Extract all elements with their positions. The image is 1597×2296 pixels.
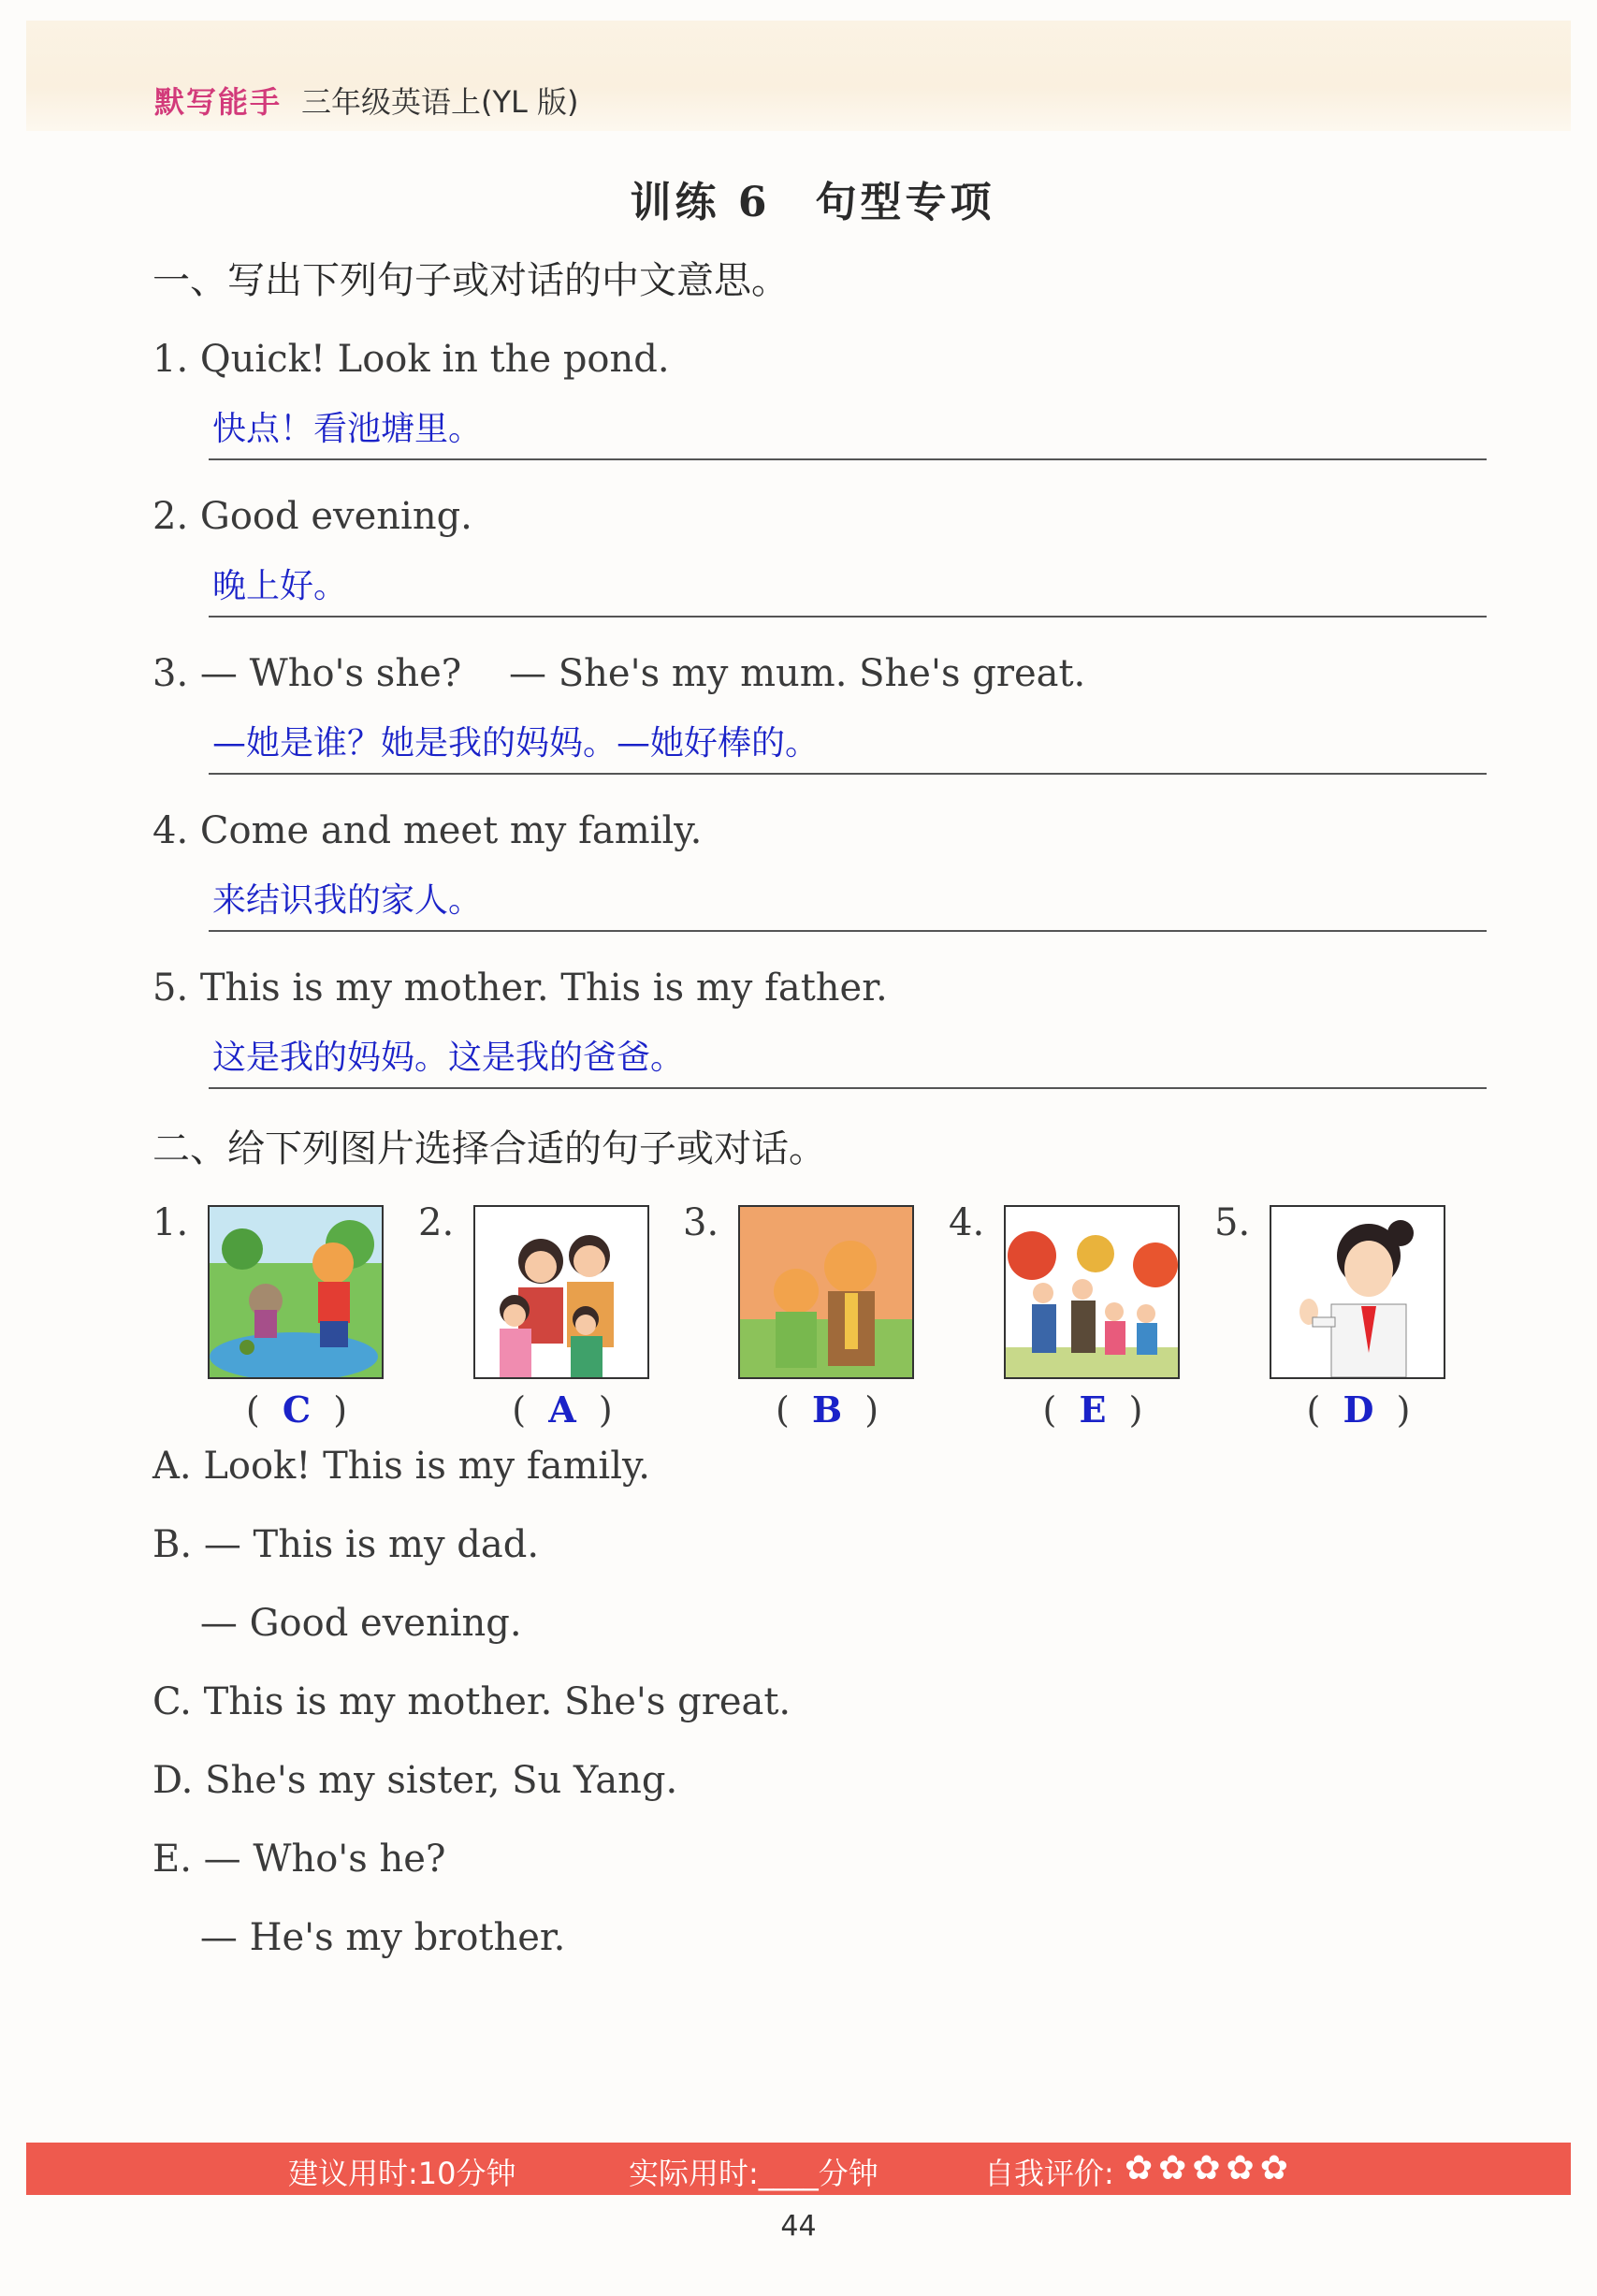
list-item	[152, 649, 1490, 763]
section1-heading: 一、写出下列句子或对话的中文意思。	[152, 259, 789, 302]
answer-text: B	[811, 1388, 843, 1431]
answer-text: C	[282, 1388, 312, 1431]
list-item	[152, 964, 1490, 1077]
question-text: 1. Quick! Look in the pond.	[152, 338, 670, 381]
answer-paren: ( B )	[775, 1388, 879, 1431]
answer-paren: ( A )	[512, 1388, 613, 1431]
answer-paren: ( E )	[1042, 1388, 1143, 1431]
suggested-time: 建议用时:10分钟	[288, 2156, 516, 2191]
answer-paren: ( D )	[1306, 1388, 1411, 1431]
family-picture	[473, 1205, 649, 1379]
option-b: B. — This is my dad.	[152, 1523, 540, 1566]
option-e: E. — Who's he?	[152, 1838, 446, 1881]
girl-picture	[1270, 1205, 1445, 1379]
answer-text: A	[548, 1388, 576, 1431]
answer-line	[209, 773, 1487, 775]
question-text: 2. Good evening.	[152, 495, 472, 538]
list-item	[152, 492, 1490, 605]
answer-text: 这是我的妈妈。这是我的爸爸。	[212, 1039, 685, 1077]
self-rating-label: 自我评价:	[984, 2156, 1114, 2191]
picture-number: 3.	[683, 1201, 719, 1244]
option-e-reply: — He's my brother.	[152, 1916, 566, 1959]
answer-text: 快点！看池塘里。	[212, 410, 483, 448]
option-a: A. Look! This is my family.	[152, 1445, 650, 1488]
picture-number: 1.	[152, 1201, 189, 1244]
pond-picture	[208, 1205, 384, 1379]
option-d: D. She's my sister, Su Yang.	[152, 1759, 678, 1802]
answer-paren: ( C )	[245, 1388, 348, 1431]
cats-picture	[738, 1205, 914, 1379]
page-number: 44	[780, 2210, 817, 2243]
picture-number: 4.	[949, 1201, 985, 1244]
flower-star-icon[interactable]: ✿	[1125, 2149, 1154, 2187]
actual-time: 实际用时:____分钟	[629, 2156, 878, 2191]
answer-line	[209, 930, 1487, 932]
list-item	[152, 807, 1490, 920]
book-brand: 默写能手	[154, 84, 283, 120]
flower-star-icon[interactable]: ✿	[1226, 2149, 1255, 2187]
flower-star-icon[interactable]: ✿	[1192, 2149, 1221, 2187]
answer-text: 晚上好。	[212, 567, 348, 605]
answer-text: D	[1343, 1388, 1374, 1431]
park-family-picture	[1004, 1205, 1180, 1379]
answer-line	[209, 1087, 1487, 1089]
answer-text: —她是谁？她是我的妈妈。—她好棒的。	[212, 724, 820, 763]
flower-star-icon[interactable]: ✿	[1158, 2149, 1187, 2187]
answer-text: 来结识我的家人。	[212, 881, 483, 920]
section2-heading: 二、给下列图片选择合适的句子或对话。	[152, 1127, 826, 1170]
book-title: 三年级英语上(YL 版)	[301, 84, 579, 120]
option-c: C. This is my mother. She's great.	[152, 1680, 791, 1723]
option-b-reply: — Good evening.	[152, 1602, 522, 1645]
flower-star-icon[interactable]: ✿	[1259, 2149, 1288, 2187]
answer-text: E	[1079, 1388, 1107, 1431]
answer-line	[209, 458, 1487, 460]
picture-number: 5.	[1214, 1201, 1251, 1244]
question-text: 3. — Who's she? — She's my mum. She's great.	[152, 652, 1086, 695]
page-title: 训练 6 句型专项	[630, 179, 995, 226]
answer-line	[209, 616, 1487, 618]
question-text: 5. This is my mother. This is my father.	[152, 966, 888, 1010]
rating-stars	[1125, 2149, 1288, 2187]
question-text: 4. Come and meet my family.	[152, 809, 703, 852]
list-item	[152, 335, 1490, 448]
picture-number: 2.	[418, 1201, 455, 1244]
